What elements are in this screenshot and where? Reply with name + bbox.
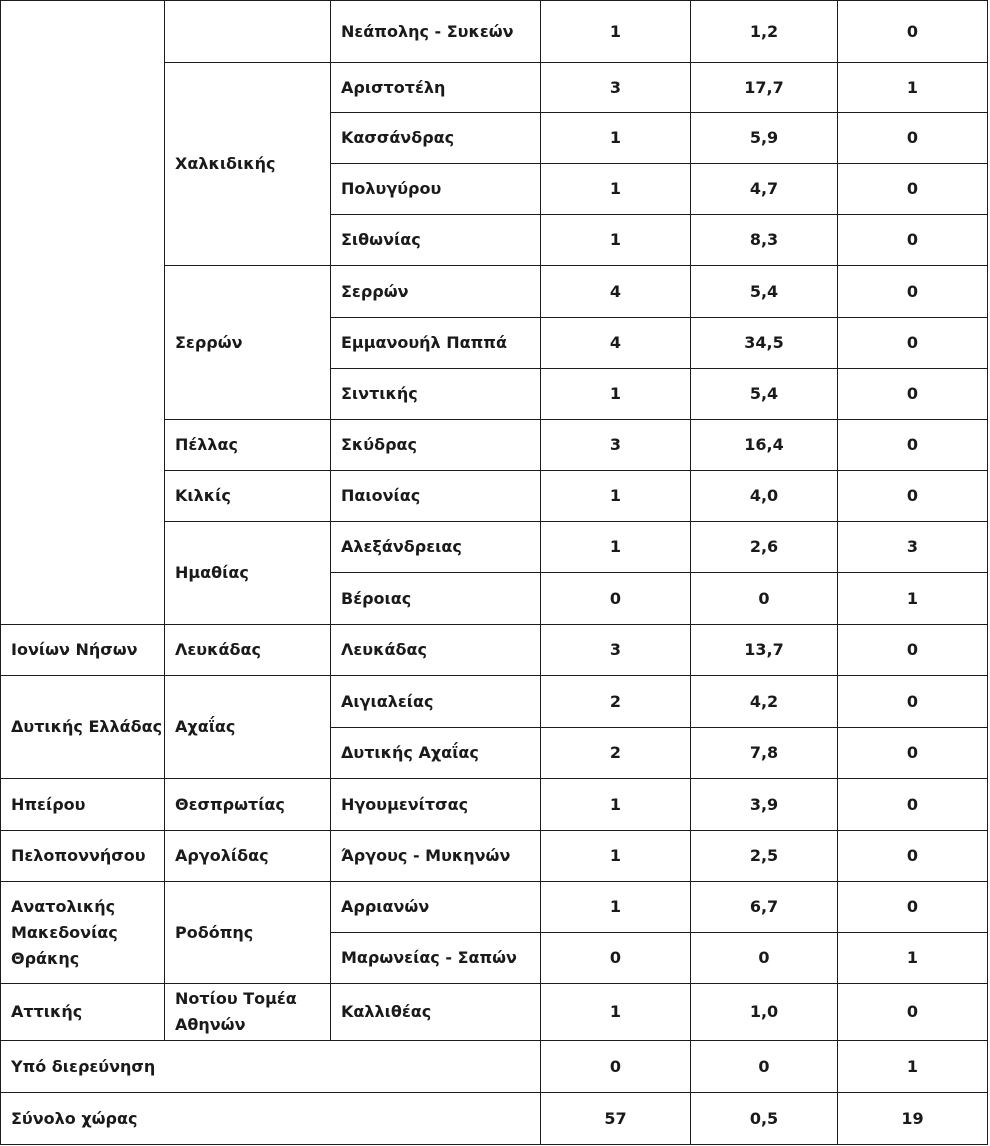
unit-cell: Πέλλας — [165, 420, 331, 471]
table-row — [1, 831, 988, 882]
rate-cell: 1,2 — [691, 1, 838, 63]
total-row — [1, 1093, 988, 1145]
new-cases-cell: 0 — [838, 369, 988, 420]
rate-cell: 1,0 — [691, 984, 838, 1041]
cases-cell: 0 — [541, 933, 691, 984]
rate-cell: 2,6 — [691, 522, 838, 573]
municipality-cell: Σιθωνίας — [331, 215, 541, 266]
rate-cell: 0,5 — [691, 1093, 838, 1145]
municipality-cell: Παιονίας — [331, 471, 541, 522]
new-cases-cell: 0 — [838, 113, 988, 164]
table-row — [1, 676, 988, 728]
municipality-cell: Δυτικής Αχαΐας — [331, 728, 541, 779]
cases-cell: 4 — [541, 266, 691, 318]
unit-cell: Χαλκιδικής — [165, 63, 331, 266]
municipality-cell: Σκύδρας — [331, 420, 541, 471]
cases-cell: 2 — [541, 728, 691, 779]
new-cases-cell: 19 — [838, 1093, 988, 1145]
municipality-cell: Κασσάνδρας — [331, 113, 541, 164]
unit-cell: Ημαθίας — [165, 522, 331, 625]
new-cases-cell: 0 — [838, 779, 988, 831]
table-row — [1, 779, 988, 831]
new-cases-cell: 0 — [838, 984, 988, 1041]
region-cell: Ανατολικής Μακεδονίας Θράκης — [1, 882, 165, 984]
rate-cell: 5,4 — [691, 266, 838, 318]
cases-cell: 57 — [541, 1093, 691, 1145]
cases-cell: 1 — [541, 164, 691, 215]
cases-cell: 1 — [541, 471, 691, 522]
region-cell — [1, 1, 165, 625]
municipality-cell: Εμμανουήλ Παππά — [331, 318, 541, 369]
cases-cell: 1 — [541, 882, 691, 933]
unit-cell: Αργολίδας — [165, 831, 331, 882]
new-cases-cell: 0 — [838, 831, 988, 882]
new-cases-cell: 0 — [838, 420, 988, 471]
new-cases-cell: 0 — [838, 471, 988, 522]
unit-cell — [165, 1, 331, 63]
cases-cell: 1 — [541, 984, 691, 1041]
new-cases-cell: 0 — [838, 215, 988, 266]
cases-cell: 3 — [541, 625, 691, 676]
region-cell: Ηπείρου — [1, 779, 165, 831]
table-row — [1, 984, 988, 1041]
municipality-cell: Σερρών — [331, 266, 541, 318]
municipality-cell: Σιντικής — [331, 369, 541, 420]
new-cases-cell: 3 — [838, 522, 988, 573]
new-cases-cell: 1 — [838, 1041, 988, 1093]
cases-cell: 2 — [541, 676, 691, 728]
total-label: Σύνολο χώρας — [1, 1093, 541, 1145]
cases-cell: 4 — [541, 318, 691, 369]
new-cases-cell: 1 — [838, 573, 988, 625]
cases-cell: 3 — [541, 63, 691, 113]
unit-cell: Ροδόπης — [165, 882, 331, 984]
rate-cell: 13,7 — [691, 625, 838, 676]
new-cases-cell: 1 — [838, 933, 988, 984]
municipality-cell: Βέροιας — [331, 573, 541, 625]
cases-cell: 1 — [541, 113, 691, 164]
cases-cell: 1 — [541, 1, 691, 63]
region-cell: Δυτικής Ελλάδας — [1, 676, 165, 779]
unit-cell: Σερρών — [165, 266, 331, 420]
municipality-cell: Άργους - Μυκηνών — [331, 831, 541, 882]
rate-cell: 16,4 — [691, 420, 838, 471]
cases-cell: 0 — [541, 1041, 691, 1093]
new-cases-cell: 0 — [838, 882, 988, 933]
rate-cell: 6,7 — [691, 882, 838, 933]
rate-cell: 5,9 — [691, 113, 838, 164]
unit-cell: Αχαΐας — [165, 676, 331, 779]
municipality-cell: Καλλιθέας — [331, 984, 541, 1041]
municipality-cell: Νεάπολης - Συκεών — [331, 1, 541, 63]
municipality-cell: Πολυγύρου — [331, 164, 541, 215]
table-row — [1, 1, 988, 63]
new-cases-cell: 1 — [838, 63, 988, 113]
rate-cell: 0 — [691, 573, 838, 625]
rate-cell: 2,5 — [691, 831, 838, 882]
municipality-cell: Μαρωνείας - Σαπών — [331, 933, 541, 984]
cases-cell: 0 — [541, 573, 691, 625]
unit-cell: Νοτίου Τομέα Αθηνών — [165, 984, 331, 1041]
region-cell: Ιονίων Νήσων — [1, 625, 165, 676]
rate-cell: 7,8 — [691, 728, 838, 779]
rate-cell: 3,9 — [691, 779, 838, 831]
unit-cell: Θεσπρωτίας — [165, 779, 331, 831]
rate-cell: 4,2 — [691, 676, 838, 728]
municipality-cell: Αιγιαλείας — [331, 676, 541, 728]
table-row — [1, 625, 988, 676]
cases-cell: 1 — [541, 369, 691, 420]
cases-cell: 1 — [541, 779, 691, 831]
cases-cell: 1 — [541, 522, 691, 573]
municipality-cell: Αλεξάνδρειας — [331, 522, 541, 573]
rate-cell: 4,7 — [691, 164, 838, 215]
table-row — [1, 882, 988, 933]
new-cases-cell: 0 — [838, 318, 988, 369]
rate-cell: 0 — [691, 933, 838, 984]
municipality-cell: Αρριανών — [331, 882, 541, 933]
cases-cell: 3 — [541, 420, 691, 471]
new-cases-cell: 0 — [838, 266, 988, 318]
rate-cell: 17,7 — [691, 63, 838, 113]
municipality-cell: Αριστοτέλη — [331, 63, 541, 113]
unit-cell: Κιλκίς — [165, 471, 331, 522]
rate-cell: 8,3 — [691, 215, 838, 266]
rate-cell: 0 — [691, 1041, 838, 1093]
new-cases-cell: 0 — [838, 728, 988, 779]
unit-cell: Λευκάδας — [165, 625, 331, 676]
rate-cell: 4,0 — [691, 471, 838, 522]
new-cases-cell: 0 — [838, 164, 988, 215]
rate-cell: 34,5 — [691, 318, 838, 369]
municipality-cell: Ηγουμενίτσας — [331, 779, 541, 831]
municipality-cell: Λευκάδας — [331, 625, 541, 676]
cases-cell: 1 — [541, 831, 691, 882]
rate-cell: 5,4 — [691, 369, 838, 420]
under-investigation-row — [1, 1041, 988, 1093]
new-cases-cell: 0 — [838, 676, 988, 728]
cases-cell: 1 — [541, 215, 691, 266]
new-cases-cell: 0 — [838, 625, 988, 676]
region-cell: Αττικής — [1, 984, 165, 1041]
region-cell: Πελοποννήσου — [1, 831, 165, 882]
under-investigation-label: Υπό διερεύνηση — [1, 1041, 541, 1093]
new-cases-cell: 0 — [838, 1, 988, 63]
